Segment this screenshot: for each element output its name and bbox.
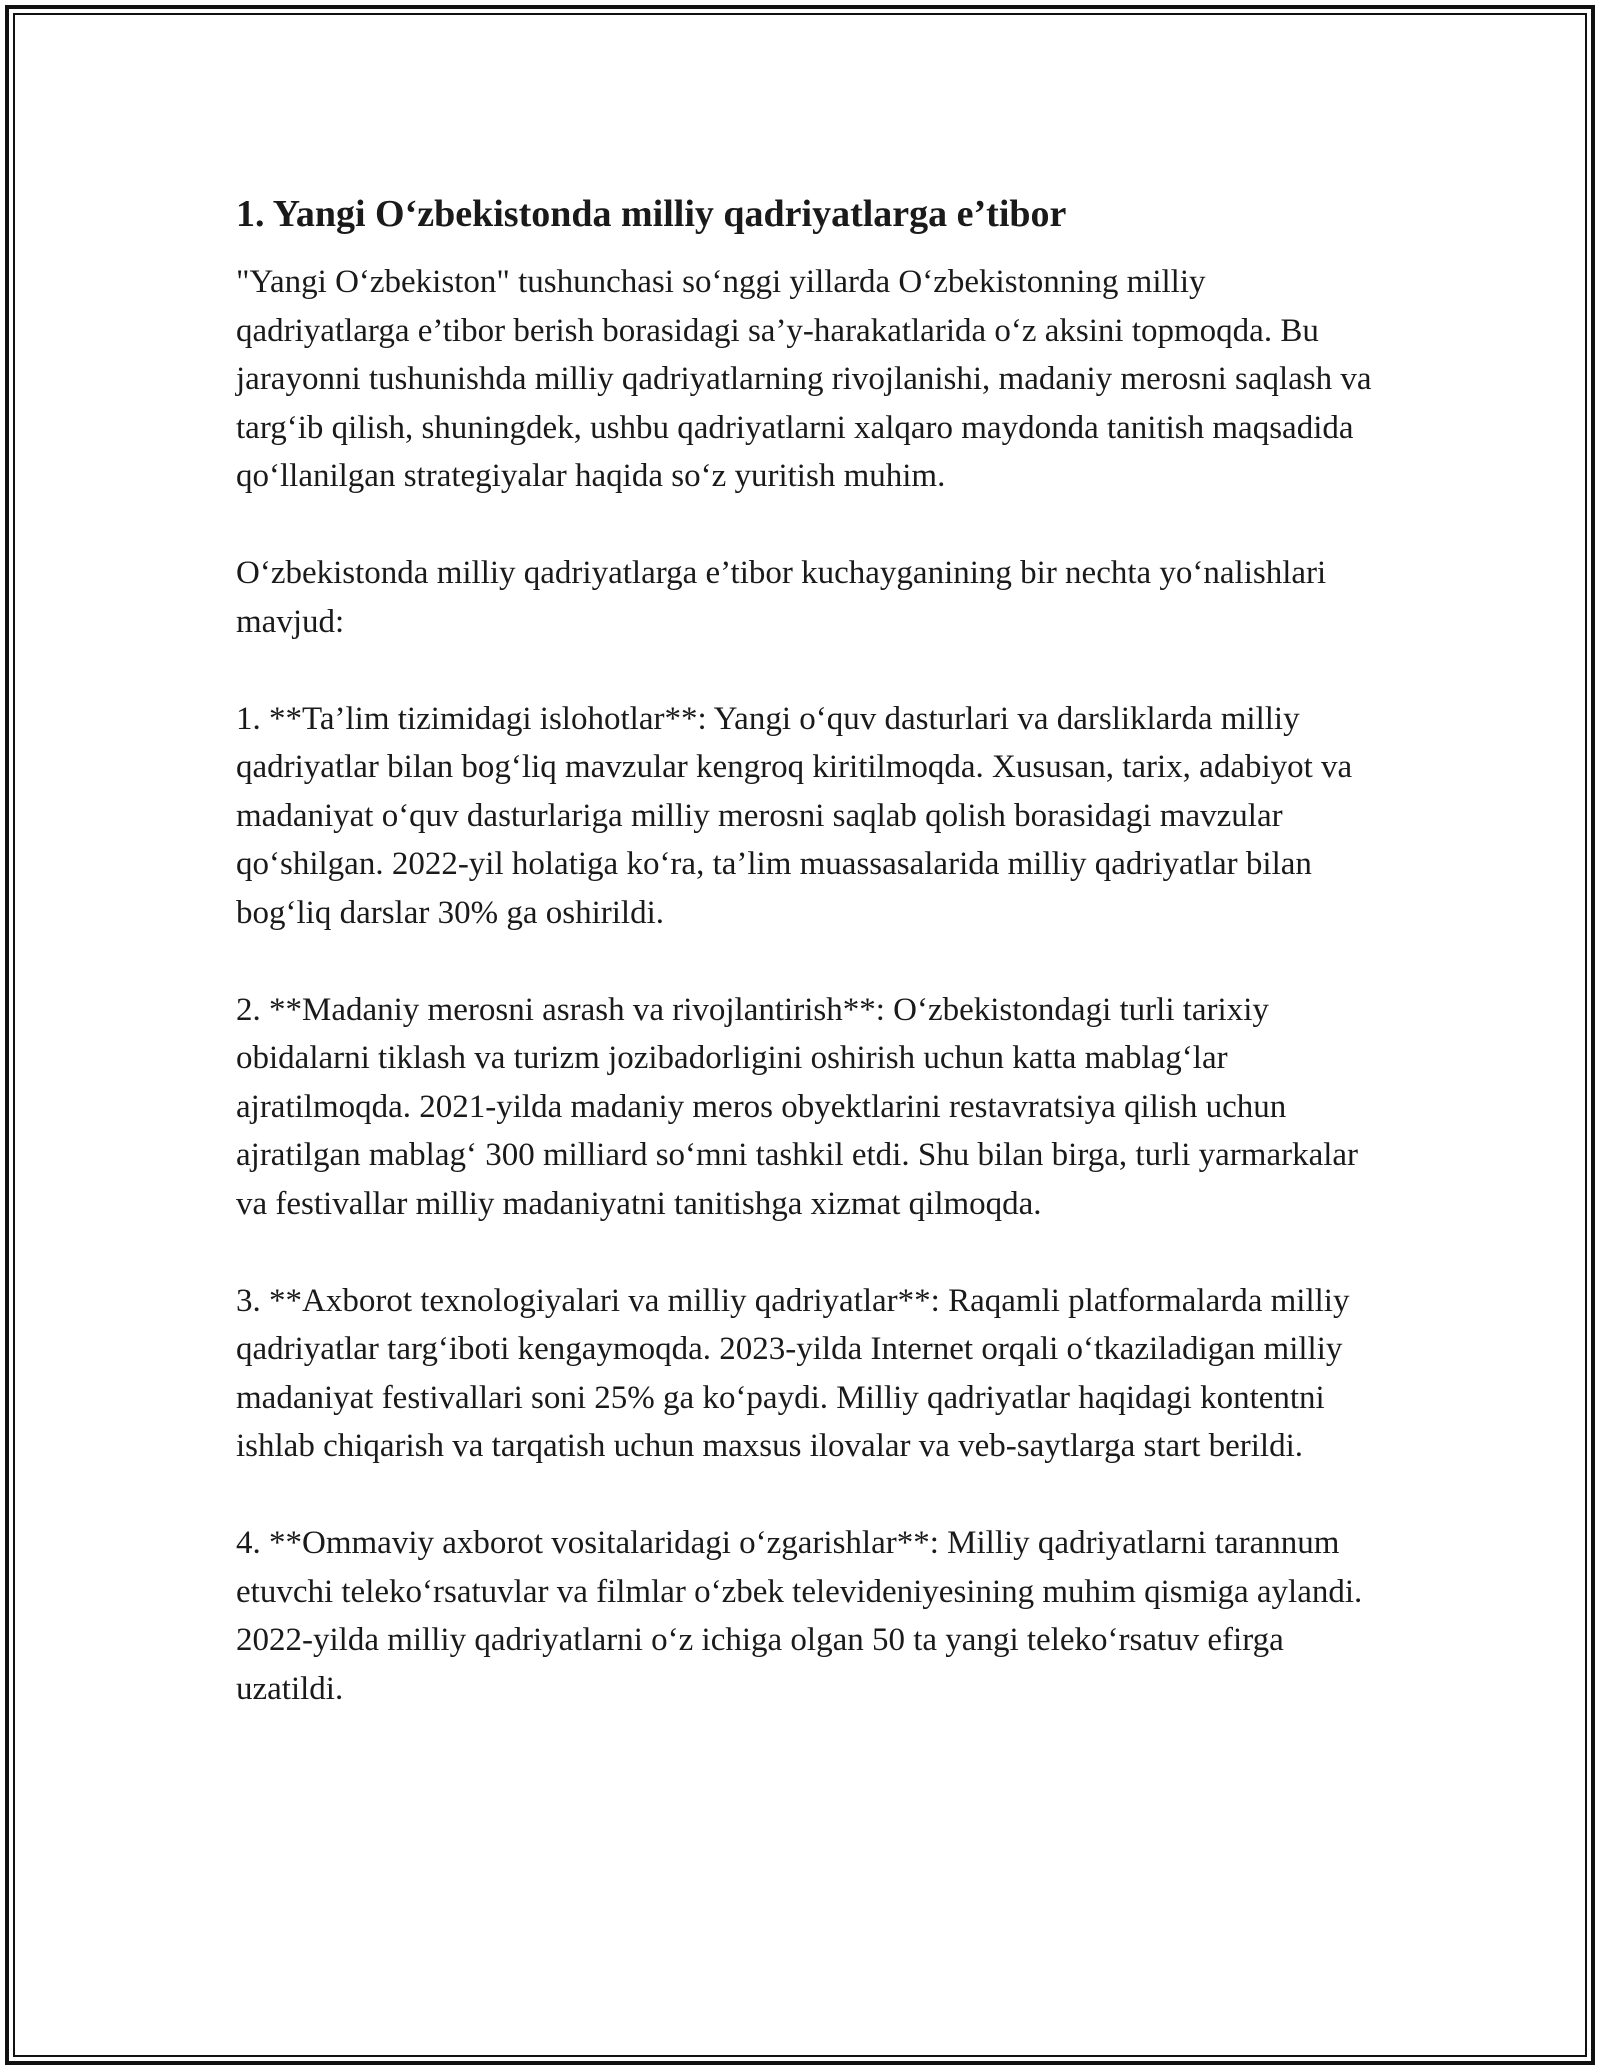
list-item-information-technology: 3. **Axborot texnologiyalari va milliy qadriyatlar**: Raqamli platformalarda milliy qadriyatlar targ‘iboti kengaymoqda. 2023-yilda Internet orqali o‘tkaziladigan milliy madaniyat festivallari soni 25% ga ko‘paydi. Milliy qadriyatlar haqidagi kontentni ishlab chiqarish va tarqatish uchun maxsus ilovalar va veb-saytlarga start berildi. xyxy=(236,1282,1350,1464)
list-item-mass-media: 4. **Ommaviy axborot vositalaridagi o‘zgarishlar**: Milliy qadriyatlarni tarannum etuvchi teleko‘rsatuvlar va filmlar o‘zbek televideniyesining muhim qismiga aylandi. 2022-yilda milliy qadriyatlarni o‘z ichiga olgan 50 ta yangi teleko‘rsatuv efirga uzatildi. xyxy=(236,1525,1363,1707)
list-item-cultural-heritage: 2. **Madaniy merosni asrash va rivojlantirish**: O‘zbekistondagi turli tarixiy obidalarni tiklash va turizm jozibadorligini oshirish uchun katta mablag‘lar ajratilmoqda. 2021-yilda madaniy meros obyektlarini restavratsiya qilish uchun ajratilgan mablag‘ 300 milliard so‘mni tashkil etdi. Shu bilan birga, turli yarmarkalar va festivallar milliy madaniyatni tanitishga xizmat qilmoqda. xyxy=(236,991,1359,1222)
intro-paragraph: "Yangi O‘zbekiston" tushunchasi so‘nggi yillarda O‘zbekistonning milliy qadriyatlarga e’tibor berish borasidagi sa’y-harakatlarida o‘z aksini topmoqda. Bu jarayonni tushunishda milliy qadriyatlarning rivojlanishi, madaniy merosni saqlash va targ‘ib qilish, shuningdek, ushbu qadriyatlarni xalqaro maydonda tanitish maqsadida qo‘llanilgan strategiyalar haqida so‘z yuritish muhim. xyxy=(236,264,1372,494)
list-item-education-reforms: 1. **Ta’lim tizimidagi islohotlar**: Yangi o‘quv dasturlari va darsliklarda milliy qadriyatlar bilan bog‘liq mavzular kengroq kiritilmoqda. Xususan, tarix, adabiyot va madaniyat o‘quv dasturlariga milliy merosni saqlab qolish borasidagi mavzular qo‘shilgan. 2022-yil holatiga ko‘ra, ta’lim muassasalarida milliy qadriyatlar bilan bog‘liq darslar 30% ga oshirildi. xyxy=(236,700,1353,931)
directions-intro-paragraph: O‘zbekistonda milliy qadriyatlarga e’tibor kuchayganining bir nechta yo‘nalishlari mavjud: xyxy=(236,555,1327,640)
section-heading: 1. Yangi O‘zbekistonda milliy qadriyatlarga e’tibor xyxy=(236,193,1067,235)
document-body xyxy=(236,184,1376,1713)
